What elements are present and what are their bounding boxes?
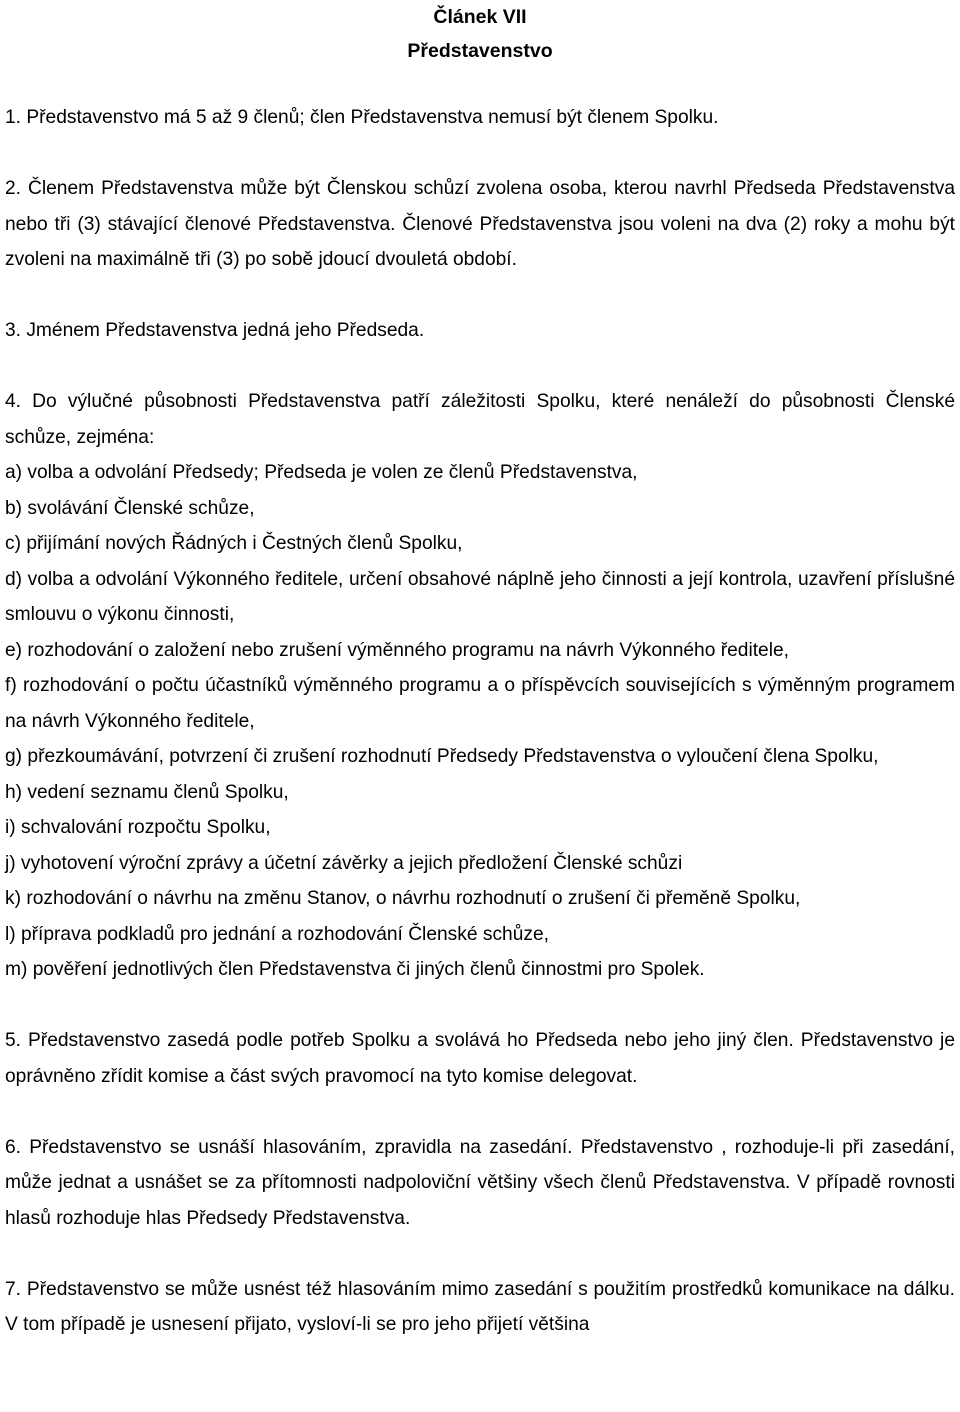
paragraph-1: 1. Představenstvo má 5 až 9 členů; člen Představenstva nemusí být členem Spolku. bbox=[5, 107, 719, 128]
article-subtitle: Představenstvo bbox=[407, 40, 553, 62]
spacer bbox=[5, 988, 955, 1024]
list-item: f) rozhodování o počtu účastníků výměnného programu a o příspěvcích souvisejících s výměnným programem na návrh Výkonného ředitele, bbox=[5, 675, 955, 732]
paragraph-7: 7. Představenstvo se může usnést též hlasováním mimo zasedání s použitím prostředků komunikace na dálku. V tom případě je usnesení přijato, vysloví-li se pro jeho přijetí většina bbox=[5, 1278, 955, 1335]
paragraph-4-intro: 4. Do výlučné působnosti Představenstva patří záležitosti Spolku, které nenáleží do působnosti Členské schůze, zejména: bbox=[5, 391, 955, 448]
list-item: l) příprava podkladů pro jednání a rozhodování Členské schůze, bbox=[5, 923, 549, 945]
spacer bbox=[5, 136, 955, 172]
list-item: m) pověření jednotlivých člen Představenstva či jiných členů činnostmi pro Spolek. bbox=[5, 959, 705, 980]
paragraph-5: 5. Představenstvo zasedá podle potřeb Spolku a svolává ho Předseda nebo jeho jiný člen. Představenstvo je oprávněno zřídit komise a část svých pravomocí na tyto komise delegovat. bbox=[5, 1030, 955, 1087]
list-item: a) volba a odvolání Předsedy; Předseda je volen ze členů Představenstva, bbox=[5, 462, 638, 483]
spacer bbox=[5, 68, 955, 100]
spacer bbox=[5, 349, 955, 385]
list-item: j) vyhotovení výroční zprávy a účetní závěrky a jejich předložení Členské schůzi bbox=[5, 852, 683, 874]
list-item: g) přezkoumávání, potvrzení či zrušení rozhodnutí Předsedy Představenstva o vyloučení člena Spolku, bbox=[5, 746, 879, 767]
spacer bbox=[5, 1094, 955, 1130]
article-heading: Článek VII bbox=[433, 6, 527, 28]
list-item: d) volba a odvolání Výkonného ředitele, určení obsahové náplně jeho činnosti a její kontrola, uzavření příslušné smlouvu o výkonu činnosti, bbox=[5, 568, 955, 625]
list-item: i) schvalování rozpočtu Spolku, bbox=[5, 817, 271, 838]
paragraph-3: 3. Jménem Představenstva jedná jeho Předseda. bbox=[5, 320, 425, 341]
spacer bbox=[5, 278, 955, 314]
list-item: k) rozhodování o návrhu na změnu Stanov, o návrhu rozhodnutí o zrušení či přeměně Spolku, bbox=[5, 888, 801, 909]
list-item: h) vedení seznamu členů Spolku, bbox=[5, 781, 289, 803]
document-page bbox=[5, 0, 955, 1343]
list-item: c) přijímání nových Řádných i Čestných členů Spolku, bbox=[5, 533, 463, 554]
spacer bbox=[5, 1236, 955, 1272]
list-item: e) rozhodování o založení nebo zrušení výměnného programu na návrh Výkonného ředitele, bbox=[5, 639, 789, 661]
paragraph-2: 2. Členem Představenstva může být Členskou schůzí zvolena osoba, kterou navrhl Předseda Představenstva nebo tři (3) stávající členové Představenstva. Členové Představenstva jsou voleni na dva (2) roky a mohu být zvoleni na maximálně tři (3) po sobě jdoucí dvouletá období. bbox=[5, 178, 955, 270]
paragraph-6: 6. Představenstvo se usnáší hlasováním, zpravidla na zasedání. Představenstvo , rozhoduje-li při zasedání, může jednat a usnášet se za přítomnosti nadpoloviční většiny všech členů Představenstva. V případě rovnosti hlasů rozhoduje hlas Předsedy Představenstva. bbox=[5, 1136, 955, 1229]
list-item: b) svolávání Členské schůze, bbox=[5, 497, 255, 519]
